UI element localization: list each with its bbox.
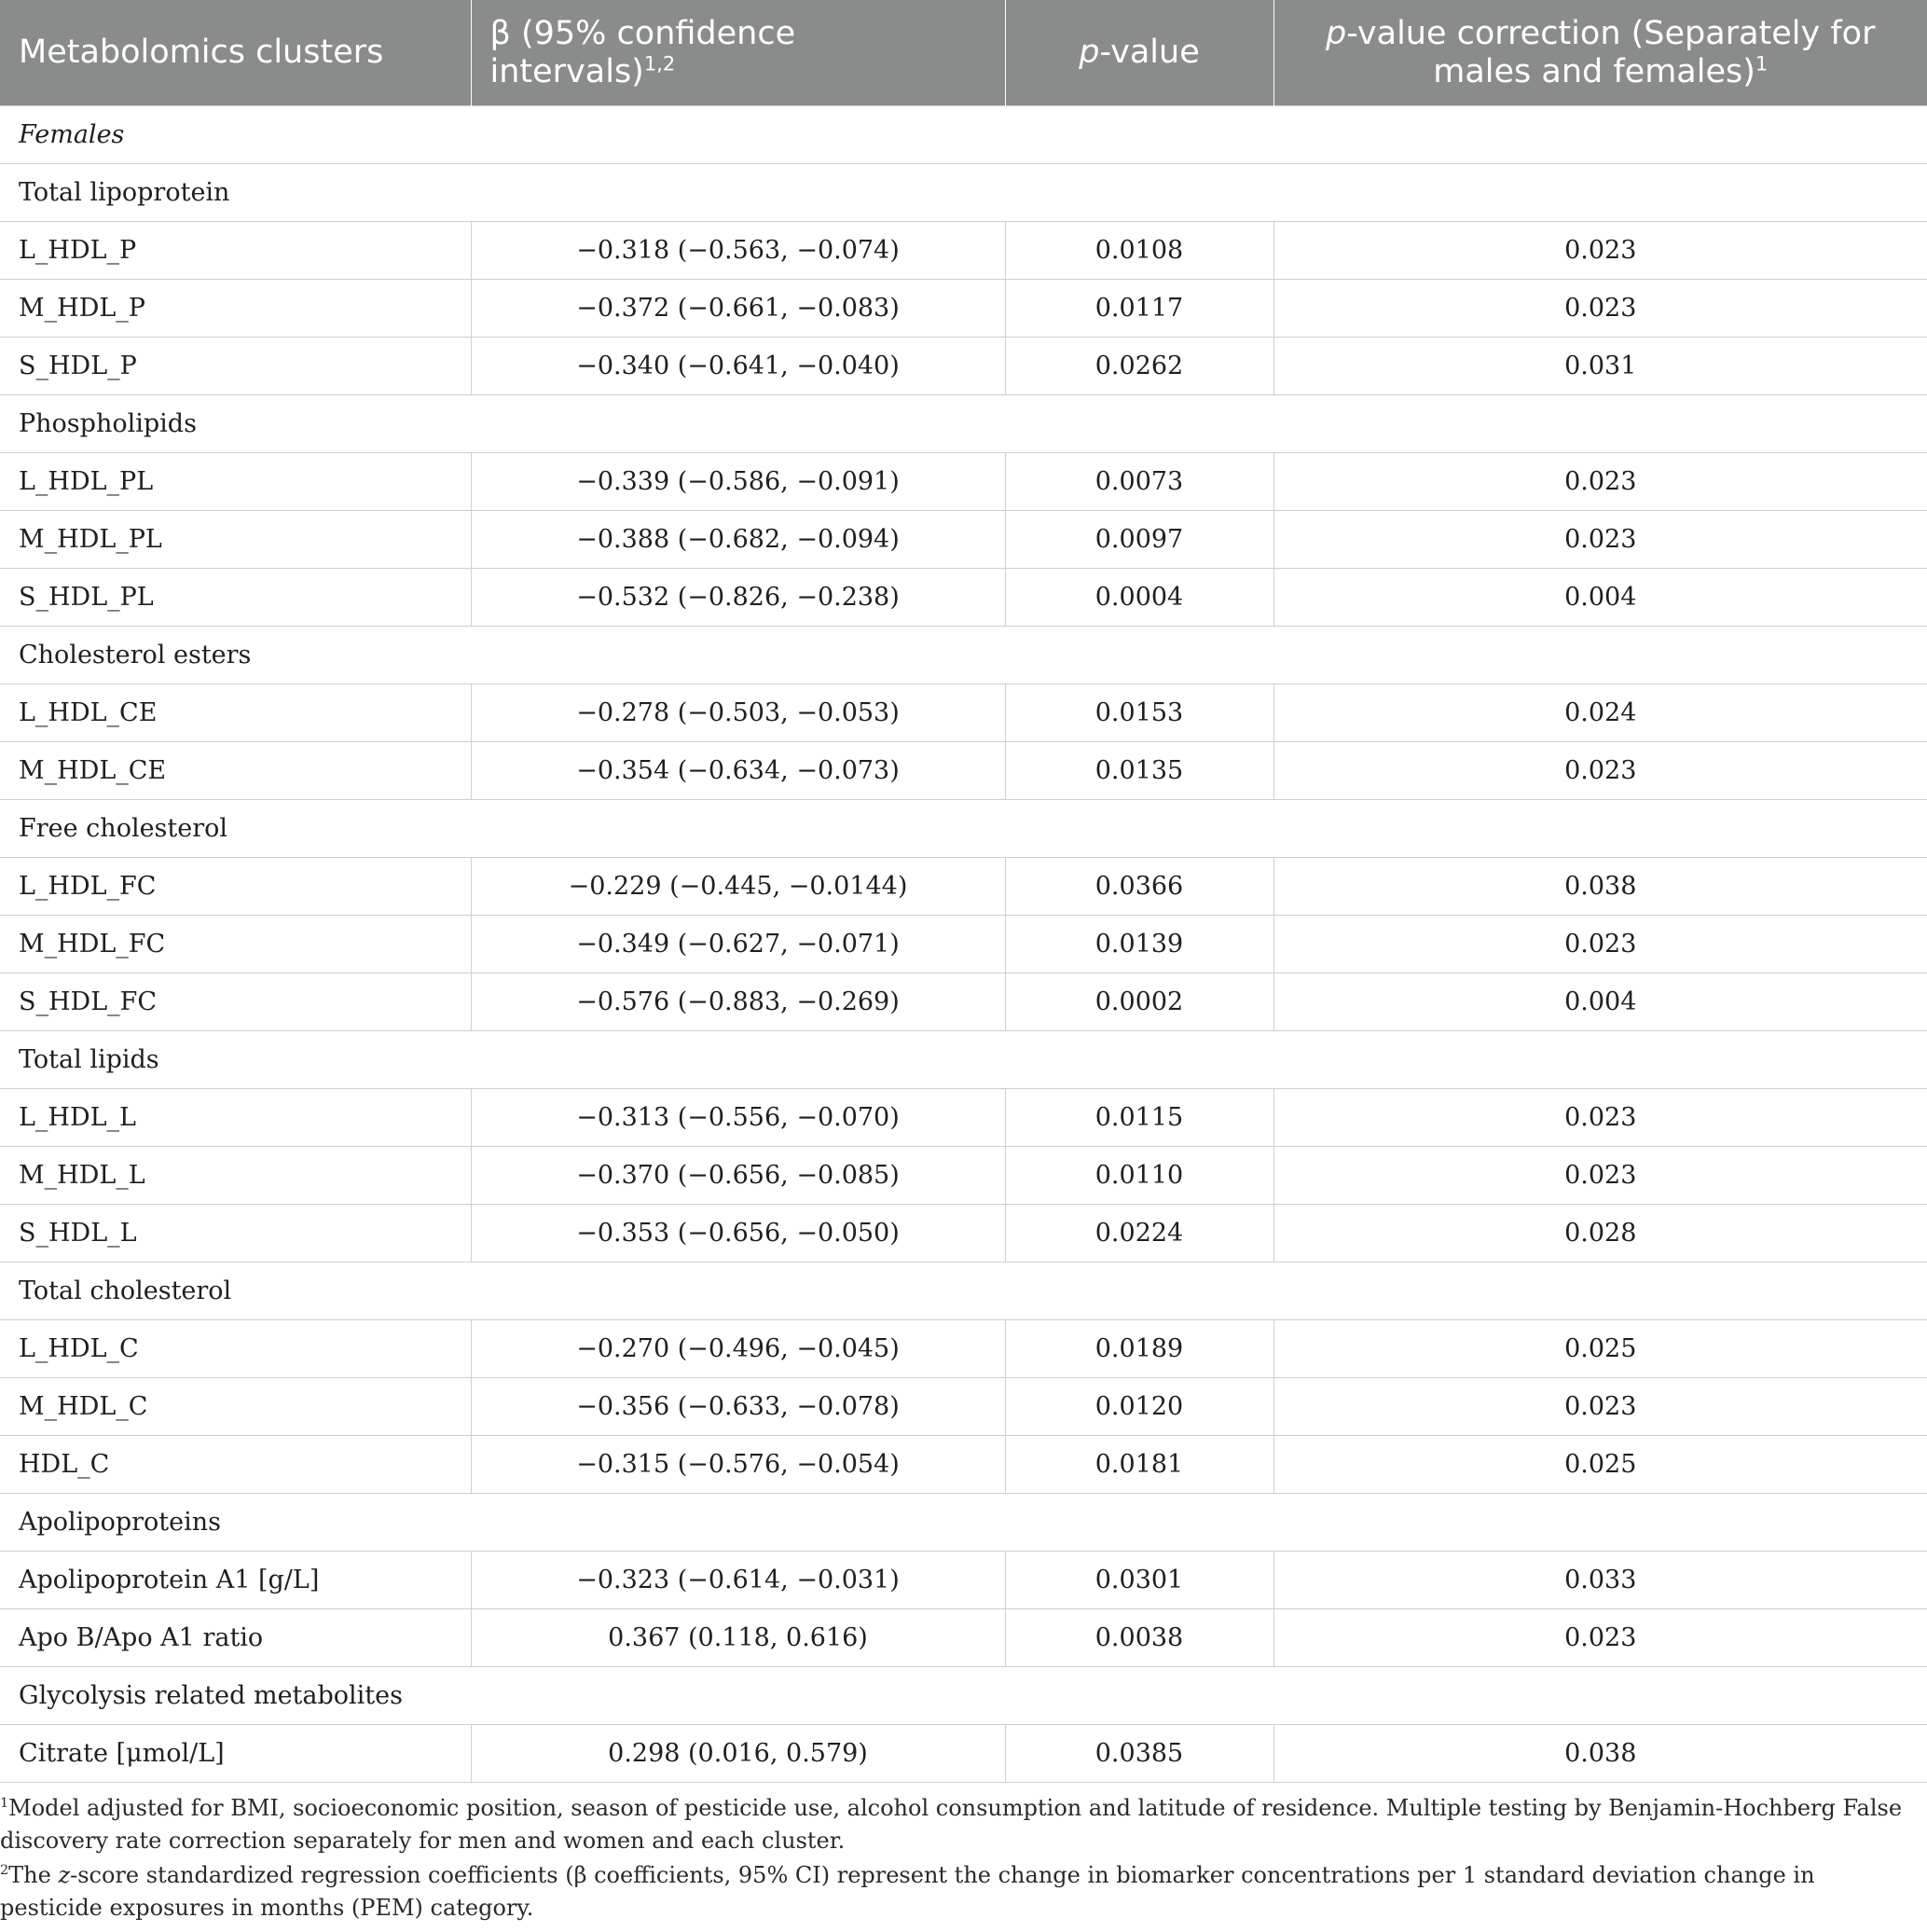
group-row	[0, 800, 1927, 858]
p-value-cell: 0.0120	[1005, 1378, 1273, 1436]
table-row	[0, 1609, 1927, 1667]
p-corrected-cell: 0.025	[1273, 1320, 1927, 1378]
p-corrected-cell: 0.023	[1273, 222, 1927, 280]
beta-ci-cell: −0.323 (−0.614, −0.031)	[471, 1552, 1005, 1609]
p-corrected-cell: 0.023	[1273, 1378, 1927, 1436]
metabolite-cell: S_HDL_FC	[0, 973, 471, 1031]
metabolite-cell: S_HDL_P	[0, 338, 471, 395]
p-value-cell: 0.0002	[1005, 973, 1273, 1031]
beta-ci-cell: −0.278 (−0.503, −0.053)	[471, 684, 1005, 742]
p-value-cell: 0.0262	[1005, 338, 1273, 395]
p-value-cell: 0.0073	[1005, 453, 1273, 511]
metabolite-cell: M_HDL_P	[0, 280, 471, 338]
metabolite-cell: L_HDL_C	[0, 1320, 471, 1378]
beta-ci-cell: −0.340 (−0.641, −0.040)	[471, 338, 1005, 395]
p-corrected-cell: 0.004	[1273, 569, 1927, 627]
header-metabolomics-clusters	[0, 0, 471, 106]
table-row	[0, 338, 1927, 395]
footnote-2-mark: 2	[0, 1863, 9, 1878]
table-row	[0, 453, 1927, 511]
p-value-cell: 0.0004	[1005, 569, 1273, 627]
beta-ci-cell: −0.270 (−0.496, −0.045)	[471, 1320, 1005, 1378]
header-col4-italic: p	[1326, 14, 1347, 52]
group-label: Apolipoproteins	[0, 1494, 1927, 1552]
footnote-2	[0, 1859, 1911, 1925]
beta-ci-cell: −0.354 (−0.634, −0.073)	[471, 742, 1005, 800]
p-corrected-cell: 0.033	[1273, 1552, 1927, 1609]
footnote-1	[0, 1792, 1911, 1857]
metabolite-cell: S_HDL_L	[0, 1205, 471, 1263]
header-col3-label: -value	[1099, 34, 1200, 71]
header-col4-label: -value correction (Separately for males and females)	[1346, 14, 1876, 90]
p-value-cell: 0.0189	[1005, 1320, 1273, 1378]
p-corrected-cell: 0.023	[1273, 1089, 1927, 1147]
table-row	[0, 742, 1927, 800]
group-row	[0, 1494, 1927, 1552]
p-value-cell: 0.0153	[1005, 684, 1273, 742]
p-value-cell: 0.0224	[1005, 1205, 1273, 1263]
metabolite-cell: M_HDL_PL	[0, 511, 471, 569]
metabolite-cell: Apolipoprotein A1 [g/L]	[0, 1552, 471, 1609]
group-label: Total cholesterol	[0, 1263, 1927, 1320]
table-header	[0, 0, 1927, 106]
table-row	[0, 1552, 1927, 1609]
table-row	[0, 1205, 1927, 1263]
table-row	[0, 280, 1927, 338]
group-row	[0, 1031, 1927, 1089]
table-row	[0, 916, 1927, 973]
p-value-cell: 0.0366	[1005, 858, 1273, 916]
group-row	[0, 1263, 1927, 1320]
p-corrected-cell: 0.038	[1273, 1725, 1927, 1783]
table-row	[0, 222, 1927, 280]
section-row-females	[0, 106, 1927, 164]
beta-ci-cell: −0.339 (−0.586, −0.091)	[471, 453, 1005, 511]
p-value-cell: 0.0135	[1005, 742, 1273, 800]
metabolite-cell: M_HDL_C	[0, 1378, 471, 1436]
beta-ci-cell: −0.229 (−0.445, −0.0144)	[471, 858, 1005, 916]
metabolite-cell: Apo B/Apo A1 ratio	[0, 1609, 471, 1667]
p-value-cell: 0.0181	[1005, 1436, 1273, 1494]
metabolite-cell: L_HDL_FC	[0, 858, 471, 916]
footnote-2-pre: The	[8, 1862, 59, 1888]
metabolite-cell: M_HDL_CE	[0, 742, 471, 800]
group-label: Total lipoprotein	[0, 164, 1927, 222]
header-beta-ci	[471, 0, 1005, 106]
table-row	[0, 1725, 1927, 1783]
footnote-2-text: -score standardized regression coefficients (β coefficients, 95% CI) represent the change in biomarker concentrations per 1 standard deviation change in pesticide exposures in months (PEM) category.	[0, 1862, 1815, 1921]
p-value-cell: 0.0038	[1005, 1609, 1273, 1667]
table-row	[0, 1436, 1927, 1494]
header-col2-label: β (95% confidence intervals)	[489, 14, 796, 90]
metabolite-cell: M_HDL_FC	[0, 916, 471, 973]
beta-ci-cell: −0.356 (−0.633, −0.078)	[471, 1378, 1005, 1436]
p-value-cell: 0.0117	[1005, 280, 1273, 338]
footnote-1-mark: 1	[0, 1796, 9, 1811]
group-label: Free cholesterol	[0, 800, 1927, 858]
p-value-cell: 0.0097	[1005, 511, 1273, 569]
header-p-value	[1005, 0, 1273, 106]
beta-ci-cell: 0.298 (0.016, 0.579)	[471, 1725, 1005, 1783]
group-row	[0, 164, 1927, 222]
group-row	[0, 627, 1927, 684]
table-row	[0, 511, 1927, 569]
p-corrected-cell: 0.023	[1273, 1147, 1927, 1205]
header-col2-superscript: 1,2	[643, 51, 676, 75]
header-p-value-correction	[1273, 0, 1927, 106]
group-label: Glycolysis related metabolites	[0, 1667, 1927, 1725]
p-corrected-cell: 0.028	[1273, 1205, 1927, 1263]
beta-ci-cell: −0.370 (−0.656, −0.085)	[471, 1147, 1005, 1205]
p-corrected-cell: 0.023	[1273, 916, 1927, 973]
metabolite-cell: L_HDL_P	[0, 222, 471, 280]
table-row	[0, 1147, 1927, 1205]
p-corrected-cell: 0.024	[1273, 684, 1927, 742]
p-corrected-cell: 0.023	[1273, 511, 1927, 569]
table-row	[0, 858, 1927, 916]
metabolite-cell: HDL_C	[0, 1436, 471, 1494]
table-row	[0, 1378, 1927, 1436]
p-corrected-cell: 0.025	[1273, 1436, 1927, 1494]
p-value-cell: 0.0110	[1005, 1147, 1273, 1205]
beta-ci-cell: −0.318 (−0.563, −0.074)	[471, 222, 1005, 280]
metabolite-cell: L_HDL_PL	[0, 453, 471, 511]
p-value-cell: 0.0301	[1005, 1552, 1273, 1609]
table-row	[0, 1320, 1927, 1378]
p-corrected-cell: 0.038	[1273, 858, 1927, 916]
beta-ci-cell: −0.349 (−0.627, −0.071)	[471, 916, 1005, 973]
header-col3-italic: p	[1079, 34, 1100, 71]
p-value-cell: 0.0385	[1005, 1725, 1273, 1783]
beta-ci-cell: −0.388 (−0.682, −0.094)	[471, 511, 1005, 569]
beta-ci-cell: −0.353 (−0.656, −0.050)	[471, 1205, 1005, 1263]
beta-ci-cell: −0.313 (−0.556, −0.070)	[471, 1089, 1005, 1147]
table-row	[0, 973, 1927, 1031]
header-col1-label: Metabolomics clusters	[19, 34, 384, 71]
metabolite-cell: M_HDL_L	[0, 1147, 471, 1205]
group-label: Total lipids	[0, 1031, 1927, 1089]
beta-ci-cell: 0.367 (0.118, 0.616)	[471, 1609, 1005, 1667]
p-corrected-cell: 0.023	[1273, 453, 1927, 511]
table-row	[0, 684, 1927, 742]
metabolite-cell: Citrate [μmol/L]	[0, 1725, 471, 1783]
p-corrected-cell: 0.023	[1273, 1609, 1927, 1667]
section-label: Females	[0, 106, 1927, 164]
group-label: Cholesterol esters	[0, 627, 1927, 684]
table-row	[0, 569, 1927, 627]
p-corrected-cell: 0.031	[1273, 338, 1927, 395]
footnotes	[0, 1783, 1911, 1925]
table-body	[0, 106, 1927, 1783]
p-value-cell: 0.0139	[1005, 916, 1273, 973]
p-value-cell: 0.0108	[1005, 222, 1273, 280]
group-row	[0, 395, 1927, 453]
beta-ci-cell: −0.315 (−0.576, −0.054)	[471, 1436, 1005, 1494]
metabolite-cell: S_HDL_PL	[0, 569, 471, 627]
group-label: Phospholipids	[0, 395, 1927, 453]
p-corrected-cell: 0.023	[1273, 280, 1927, 338]
p-value-cell: 0.0115	[1005, 1089, 1273, 1147]
beta-ci-cell: −0.372 (−0.661, −0.083)	[471, 280, 1005, 338]
group-row	[0, 1667, 1927, 1725]
beta-ci-cell: −0.532 (−0.826, −0.238)	[471, 569, 1005, 627]
footnote-2-italic: z	[58, 1862, 71, 1888]
p-corrected-cell: 0.004	[1273, 973, 1927, 1031]
p-corrected-cell: 0.023	[1273, 742, 1927, 800]
metabolite-cell: L_HDL_L	[0, 1089, 471, 1147]
table-row	[0, 1089, 1927, 1147]
header-col4-superscript: 1	[1755, 51, 1769, 75]
metabolite-cell: L_HDL_CE	[0, 684, 471, 742]
footnote-1-text: Model adjusted for BMI, socioeconomic position, season of pesticide use, alcohol consumption and latitude of residence. Multiple testing by Benjamin-Hochberg False discovery rate correction separately for men and women and each cluster.	[0, 1795, 1903, 1854]
beta-ci-cell: −0.576 (−0.883, −0.269)	[471, 973, 1005, 1031]
